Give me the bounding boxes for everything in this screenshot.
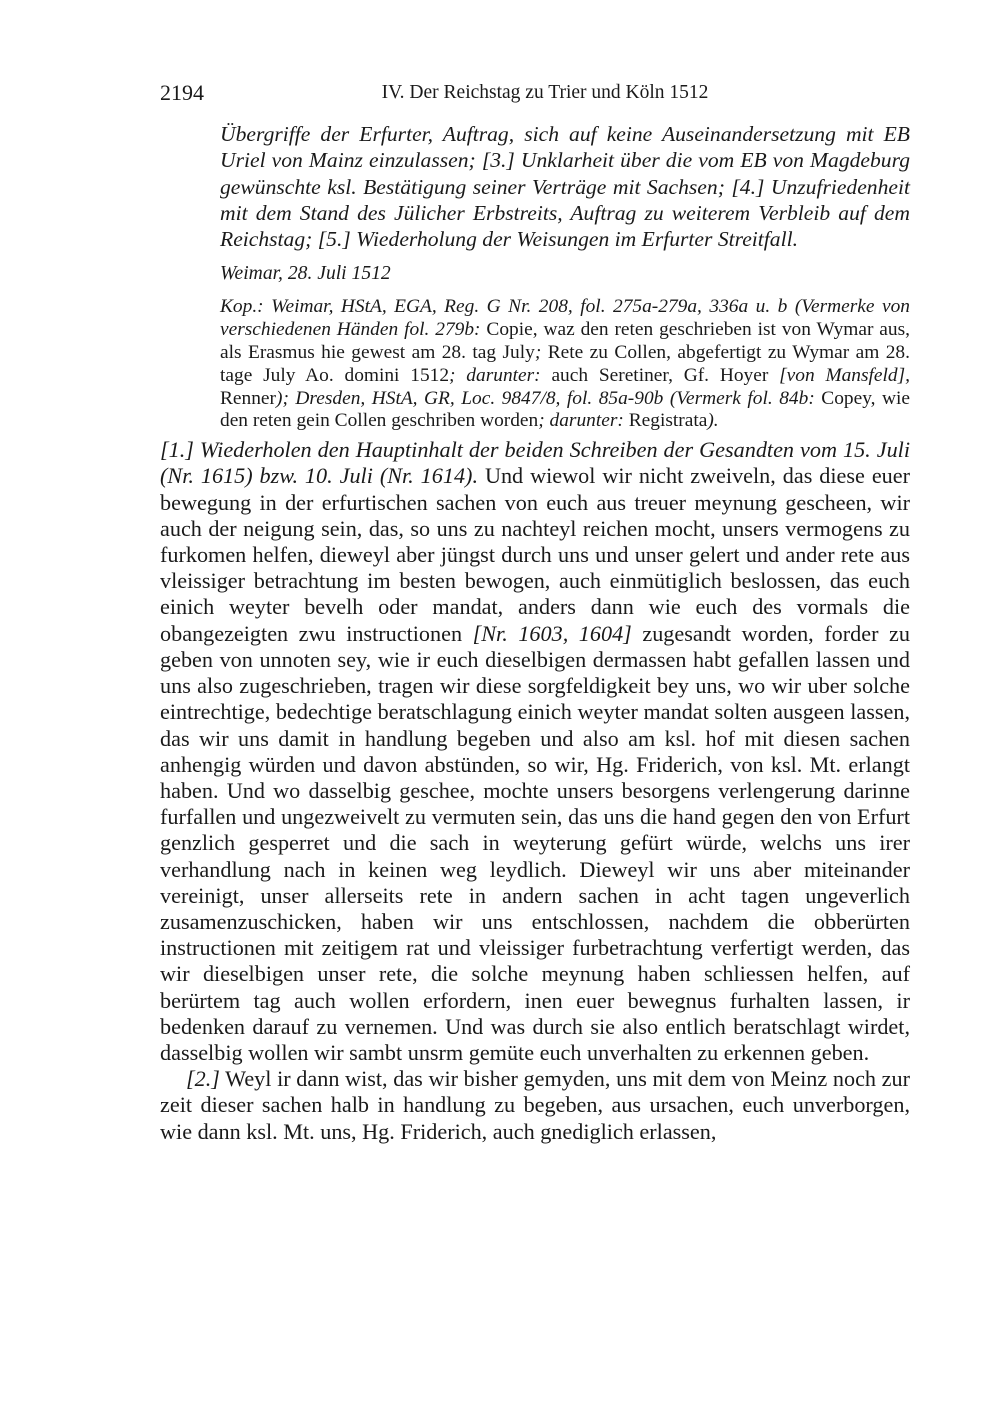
document-page (160, 80, 910, 1145)
source-part: Renner (220, 387, 276, 409)
date-line: Weimar, 28. Juli 1512 (220, 263, 391, 285)
source-part: ; darunter: (449, 364, 541, 386)
body-paragraph-2 (160, 1066, 910, 1145)
page-number: 2194 (160, 80, 204, 105)
source-part: [von Mansfeld], (779, 364, 911, 386)
running-title: IV. Der Reichstag zu Trier und Köln 1512 (381, 82, 709, 103)
body-paragraph-1 (160, 437, 910, 1066)
cross-reference: [Nr. 1603, 1604] (472, 620, 632, 646)
regest-block (220, 121, 910, 433)
source-part: ); Dresden, HStA, GR, Loc. 9847/8, fol. 85a-90b (Vermerk fol. 84b: (276, 387, 815, 409)
source-part: Rete zu Collen, abgefertigt zu Wymar am 28. tage July Ao. domini 1512 (220, 342, 910, 386)
source-part: Copey, wie den reten gein Collen geschriben worden (220, 387, 910, 432)
paragraph-text: Weyl ir dann wist, das wir bisher gemyden, uns mit dem von Meinz noch zur zeit dieser sachen halb in handlung zu begeben, aus ursachen, euch unverborgen, wie dann ksl. Mt. uns, Hg. Friderich, auch gnediglich erlassen, (160, 1066, 910, 1144)
source-part: ). (707, 410, 719, 432)
source-part: Kop.: Weimar, HStA, EGA, Reg. G Nr. 208, fol. 275a-279a, 336a u. b (Vermerke von verschiedenen Händen fol. 279b: (220, 296, 910, 341)
paragraph-number: [2.] (186, 1066, 220, 1092)
source-part: Copie, waz den reten geschrieben ist von Wymar aus, als Erasmus hie gewest am 28. tag July (220, 319, 911, 364)
source-part: auch Seretiner, Gf. Hoyer (540, 364, 780, 386)
regest-summary: Übergriffe der Erfurter, Auftrag, sich auf keine Auseinandersetzung mit EB Uriel von Mainz einzulassen; [3.] Unklarheit über die vom EB von Magdeburg gewünschte ksl. Bestätigung seiner Verträge mit Sachsen; [4.] Unzufriedenheit mit dem Stand des Jülicher Erbstreits, Auftrag zu weiterem Verbleib auf dem Reichstag; [5.] Wiederholung der Weisungen im Erfurter Streitfall. (220, 122, 910, 252)
source-references (220, 296, 910, 433)
paragraph-summary: [1.] Wiederholen den Hauptinhalt der beiden Schreiben der Gesandten vom 15. Juli (Nr. 1615) bzw. 10. Juli (Nr. 1614). (160, 437, 910, 489)
source-part: ; (534, 342, 548, 364)
source-part: ; darunter: (538, 410, 624, 432)
paragraph-text: zugesandt worden, forder zu geben von unnoten sey, wie ir euch dieselbigen dermassen habt gefallen lassen und uns also zugeschrieben, tragen wir diese sorgfeldigkeit bey uns, wo wir uber solche eintrechtige, bedechtige beratschlagung einich weyter mandat solten ausgeen lassen, das wir uns damit in handlung begeben und also am ksl. hof mit diesen sachen anhengig würden und davon abstünden, so wir, Hg. Friderich, von ksl. Mt. erlangt haben. Und wo dasselbig geschee, mochte unsers besorgens verlengerung darinne furfallen und ungezweivelt zu vermuten sein, das uns die hand gegen den von Erfurt genzlich gesperret und die sach in weyterung gefürt würde, welchs uns irer verhandlung nach in keinen weg leydlich. Dieweyl wir uns aber miteinander vereinigt, unser allerseits rete in andern sachen in acht tagen ungeverlich zusamenzuschicken, haben wir uns entschlossen, nachdem die obberürten instructionen mit zeitigem rat und vleissiger furbetrachtung verfertigt werden, das wir dieselbigen unser rete, die solche meynung haben schliessen helfen, auf berürtem tag auch wollen erfordern, inen euer bewegnus furhalten lassen, ir bedenken darauf zu vernemen. Und was durch sie also entlich beratschlagt wirdet, dasselbig wollen wir sambt unsrm gemüte euch unverhalten zu erkennen geben. (160, 620, 910, 1065)
page-header (160, 80, 910, 110)
source-part: Registrata (623, 410, 708, 432)
paragraph-text: Und wiewol wir nicht zweiveln, das diese euer bewegung in der erfurtischen sachen von euch aus treuer meynung gescheen, wir auch der neigung sein, das, so uns zu nachteyl reichen mocht, unsers vermogens zu furkomen helfen, dieweyl aber jüngst durch uns und unser gelert und ander rete aus vleissiger betrachtung im besten bewogen, auch einmütiglich beslossen, das euch einich weyter bevelh oder mandat, anders dann wie euch des vormals die obangezeigten zwu instructionen (160, 463, 910, 646)
